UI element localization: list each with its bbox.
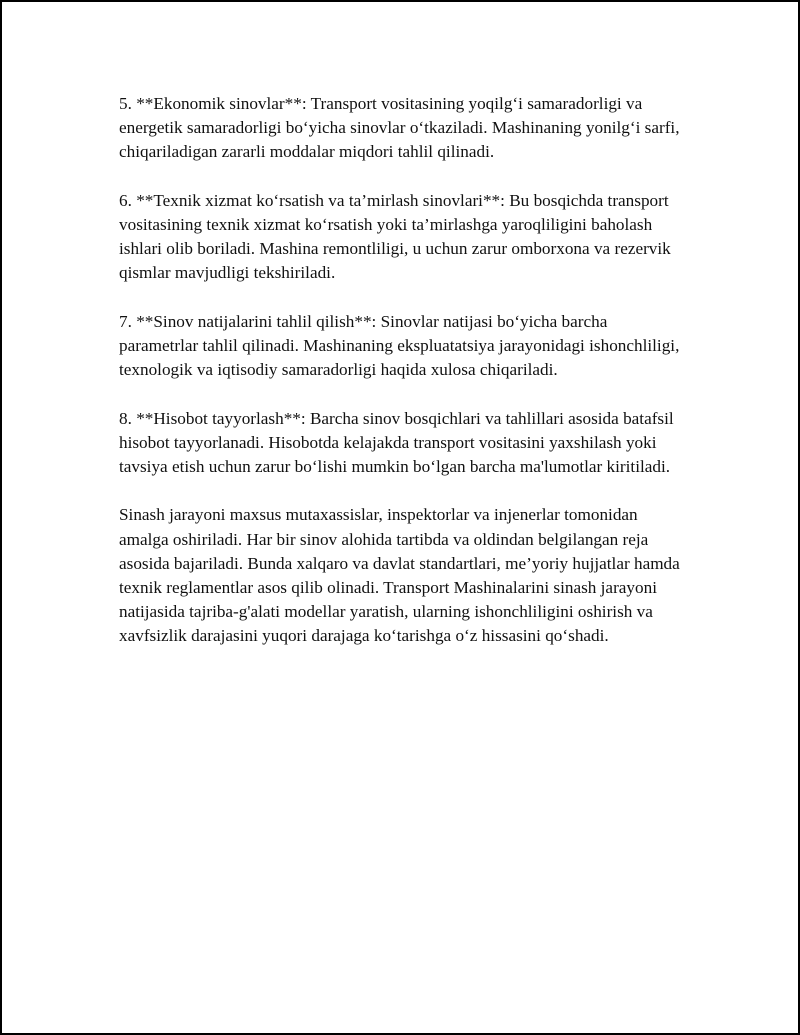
paragraph-results-analysis: 7. **Sinov natijalarini tahlil qilish**: Sinovlar natijasi bo‘yicha barcha parametrlar tahlil qilinadi. Mashinaning ekspluatatsiya jarayonidagi ishonchliligi, texnologik va iqtisodiy samaradorligi haqida xulosa chiqariladi. [119,311,680,380]
document-body [119,92,689,673]
paragraph-testing-process: Sinash jarayoni maxsus mutaxassislar, inspektorlar va injenerlar tomonidan amalga oshiriladi. Har bir sinov alohida tartibda va oldindan belgilangan reja asosida bajariladi. Bunda xalqaro va davlat standartlari, me’yoriy hujjatlar hamda texnik reglamentlar asos qilib olinadi. Transport Mashinalarini sinash jarayoni natijasida tajriba-g'alati modellar yaratish, ularning ishonchliligini oshirish va xavfsizlik darajasini yuqori darajaga ko‘tarishga o‘z hissasini qo‘shadi. [119,505,680,646]
paragraph-maintenance-tests: 6. **Texnik xizmat ko‘rsatish va ta’mirlash sinovlari**: Bu bosqichda transport vositasining texnik xizmat ko‘rsatish yoki ta’mirlashga yaroqliligini baholash ishlari olib boriladi. Mashina remontliligi, u uchun zarur omborxona va rezervik qismlar mavjudligi tekshiriladi. [119,190,671,283]
paragraph-report-preparation: 8. **Hisobot tayyorlash**: Barcha sinov bosqichlari va tahlillari asosida batafsil hisobot tayyorlanadi. Hisobotda kelajakda transport vositasini yaxshilash yoki tavsiya etish uchun zarur bo‘lishi mumkin bo‘lgan barcha ma'lumotlar kiritiladi. [119,408,674,476]
paragraph-economic-tests: 5. **Ekonomik sinovlar**: Transport vositasining yoqilg‘i samaradorligi va energetik samaradorligi bo‘yicha sinovlar o‘tkaziladi. Mashinaning yonilg‘i sarfi, chiqariladigan zararli moddalar miqdori tahlil qilinadi. [119,94,680,162]
